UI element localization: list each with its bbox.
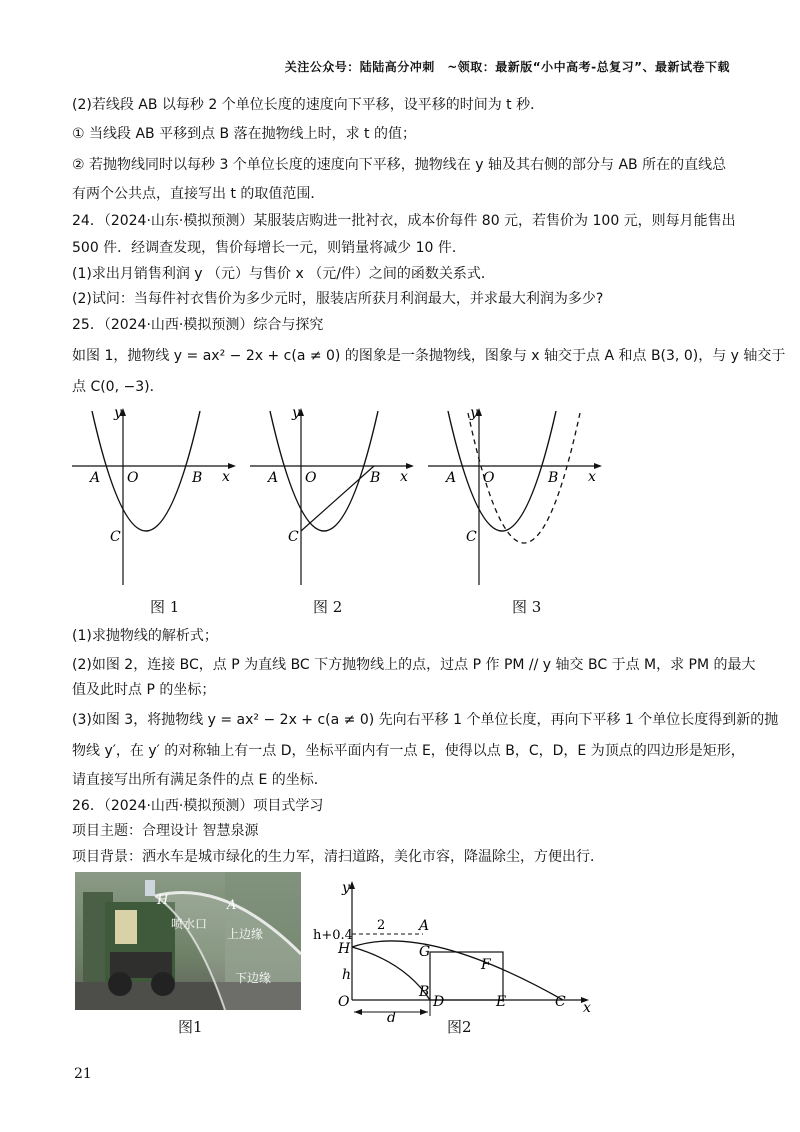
point-label: H: [338, 941, 351, 957]
point-label: B: [370, 470, 381, 486]
photo-label: A: [227, 898, 237, 913]
text-line: ① 当线段 AB 平移到点 B 落在抛物线上时，求 t 的值；: [72, 126, 416, 142]
point-label: F: [481, 957, 491, 973]
figure-caption: 图 3: [512, 598, 542, 616]
point-label: O: [483, 470, 495, 486]
axis-label: y: [470, 405, 478, 421]
axis-label: x: [583, 1000, 591, 1016]
text-line: 请直接写出所有满足条件的点 E 的坐标．: [72, 772, 328, 788]
text-line: 值及此时点 P 的坐标；: [72, 682, 216, 698]
axis-label: y: [292, 405, 300, 421]
point-label: 2: [377, 918, 386, 933]
point-label: A: [268, 470, 279, 486]
point-label: h: [342, 967, 352, 983]
point-label: A: [419, 918, 430, 934]
photo-label: 喷水口: [171, 917, 208, 931]
figure-caption: 图 2: [313, 598, 343, 616]
text-line: 25．（2024·山西·模拟预测）综合与探究: [72, 317, 324, 333]
axis-label: x: [222, 469, 230, 485]
sprinkler-truck-illustration: [75, 872, 301, 1010]
text-line: 如图 1，抛物线 y = ax² − 2x + c(a ≠ 0) 的图象是一条抛物线，图象与 x 轴交于点 A 和点 B(3, 0)，与 y 轴交于: [72, 348, 786, 364]
text-line: (2)如图 2，连接 BC，点 P 为直线 BC 下方抛物线上的点，过点 P 作 PM // y 轴交 BC 于点 M，求 PM 的最大: [72, 657, 756, 673]
text-line: (3)如图 3，将抛物线 y = ax² − 2x + c(a ≠ 0) 先向右平移 1 个单位长度，再向下平移 1 个单位长度得到新的抛: [72, 712, 779, 728]
point-label: G: [419, 944, 431, 960]
diagram-caption: 图2: [447, 1018, 472, 1036]
point-label: D: [433, 994, 445, 1010]
point-label: B: [548, 470, 559, 486]
text-line: (2)试问：当每件衬衣售价为多少元时，服装店所获月利润最大，并求最大利润为多少?: [72, 291, 604, 307]
photo-label: 上边缘: [227, 927, 264, 941]
axis-label: y: [114, 405, 122, 421]
text-line: 点 C(0, −3)．: [72, 379, 164, 395]
point-label: C: [288, 529, 299, 545]
sprinkler-coordinate-diagram: [305, 872, 595, 1022]
page-number: 21: [74, 1066, 92, 1082]
point-label: B: [192, 470, 203, 486]
text-line: ② 若抛物线同时以每秒 3 个单位长度的速度向下平移，抛物线在 y 轴及其右侧的部分与 AB 所在的直线总: [72, 157, 727, 173]
figure-2-parabola: [248, 403, 418, 593]
text-line: (1)求抛物线的解析式；: [72, 628, 218, 644]
text-line: 项目主题：合理设计 智慧泉源: [72, 823, 259, 839]
point-label: A: [90, 470, 101, 486]
point-label: h+0.4: [313, 928, 353, 943]
point-label: O: [305, 470, 317, 486]
photo-label: 下边缘: [235, 971, 272, 985]
axis-label: x: [588, 469, 596, 485]
page-header: 关注公众号：陆陆高分冲刺 ~领取：最新版“小中高考-总复习”、最新试卷下载: [284, 60, 730, 74]
point-label: A: [446, 470, 457, 486]
figure-1-parabola: [70, 403, 240, 593]
text-line: 有两个公共点，直接写出 t 的取值范围．: [72, 186, 325, 202]
axis-label: y: [342, 880, 350, 896]
point-label: O: [127, 470, 139, 486]
point-label: d: [387, 1010, 396, 1022]
sprinkler-truck-photo: [75, 872, 301, 1010]
text-line: 项目背景：洒水车是城市绿化的生力军，清扫道路，美化市容，降温除尘，方便出行．: [72, 849, 604, 865]
photo-label: H: [157, 893, 169, 908]
text-line: (1)求出月销售利润 y （元）与售价 x （元/件）之间的函数关系式．: [72, 266, 495, 282]
figure-caption: 图 1: [150, 598, 180, 616]
photo-caption: 图1: [178, 1018, 203, 1036]
point-label: C: [466, 529, 477, 545]
figure-3-parabola: [426, 403, 616, 593]
point-label: E: [496, 994, 507, 1010]
text-line: 物线 y′，在 y′ 的对称轴上有一点 D，坐标平面内有一点 E，使得以点 B，C，D，E 为顶点的四边形是矩形，: [72, 743, 745, 759]
point-label: C: [110, 529, 121, 545]
text-line: 26．（2024·山西·模拟预测）项目式学习: [72, 798, 324, 814]
axis-label: x: [400, 469, 408, 485]
point-label: O: [338, 994, 350, 1010]
point-label: C: [555, 994, 566, 1010]
text-line: 24．（2024·山东·模拟预测）某服装店购进一批衬衣，成本价每件 80 元，若售价为 100 元，则每月能售出: [72, 213, 736, 229]
text-line: (2)若线段 AB 以每秒 2 个单位长度的速度向下平移，设平移的时间为 t 秒．: [72, 97, 545, 113]
text-line: 500 件．经调查发现，售价每增长一元，则销量将减少 10 件．: [72, 240, 466, 256]
point-label: B: [419, 984, 430, 1000]
